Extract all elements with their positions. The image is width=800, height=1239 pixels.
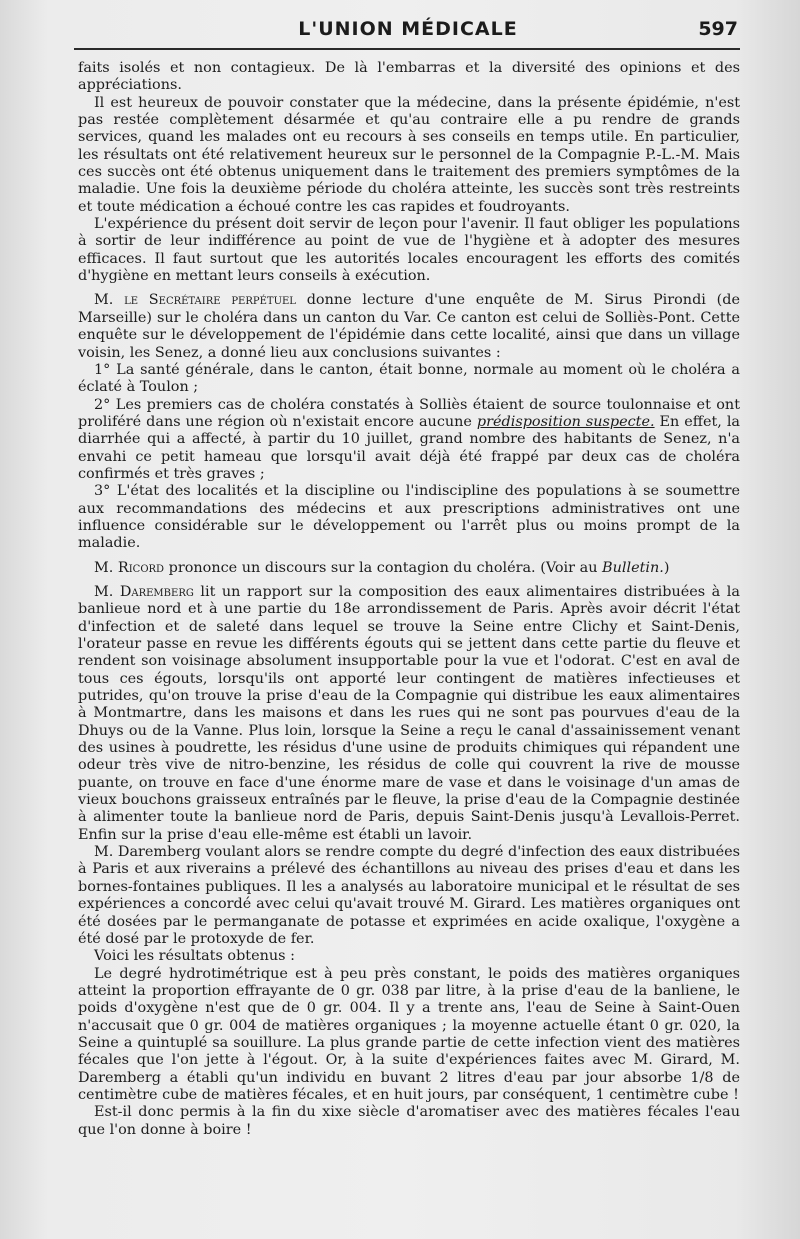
paragraph-resultats-intro: Voici les résultats obtenus : [94,948,295,965]
ricord-text-end: ) [663,559,670,576]
speaker-secretaire: M. le Secrétaire perpétuel [94,292,296,309]
conclusion-2-text-end: En effet, la diarrhée qui a affecté, à partir du 10 juillet, grand nombre des habitants de Senez, n'a envahi ce petit hameau que lorsqu'il avait déjà été frappé par deux cas de choléra confirmés et très graves ; [78,413,741,482]
page-header [78,16,738,44]
conclusion-1: 1° La santé générale, dans le canton, était bonne, normale au moment où le choléra a éclaté à Toulon ; [78,361,740,396]
paragraph-analyses: M. Daremberg voulant alors se rendre compte du degré d'infection des eaux distribuées à Paris et aux riverains a prélevé des échantillons au niveau des prises d'eau et dans les bornes-fontaines publiques. Il les a analysés au laboratoire municipal et le résultat de ses expériences a concordé avec celui qu'avait trouvé M. Girard. Les matières organiques ont été dosées par le permanganate de potasse et exprimées en acide oxalique, l'oxygène a été dosé par le protoxyde de fer. [78,844,740,947]
conclusion-3: 3° L'état des localités et la discipline ou l'indiscipline des populations à se soumettre aux recommandations des médecins et aux prescriptions administratives ont une influence considérable sur le développement ou l'arrêt plus ou moins prompt de la maladie. [78,483,740,552]
daremberg-text: lit un rapport sur la composition des eaux alimentaires distribuées à la banlieue nord et à une partie du 18e arrondissement de Paris. Après avoir décrit l'état d'infection et de saleté dans lequel se trouve la Seine entre Clichy et Saint-Denis, l'orateur passe en revue les différents égouts qui se jettent dans cette partie du fleuve et rendent son voisinage absolument insupportable pour la vue et l'odorat. C'est en aval de tous ces égouts, lorsqu'ils ont apporté leur contingent de matières infectieuses et putrides, qu'on trouve la prise d'eau de la Compagnie qui distribue les eaux alimentaires à Montmartre, dans les maisons et dans les rues qui ne sont pas pourvues d'eau de la Dhuys ou de la Vanne. Plus loin, lorsque la Seine a reçu le canal d'assainissement venant des usines à poudrette, les résidus d'une usine de produits chimiques qui répandent une odeur très vive de nitro-benzine, les résidus de colle qui couvrent la rive de mousse puante, on trouve en face d'une énorme mare de vase et dans le voisinage d'un amas de vieux bouchons graisseux entraînés par le fleuve, la prise d'eau de la Compagnie destinée à alimenter toute la banlieue nord de Paris, depuis Saint-Denis jusqu'à Levallois-Perret. Enfin sur la prise d'eau elle-même est établi un lavoir. [78,583,740,843]
running-title: L'UNION MÉDICALE [298,18,518,40]
page-number: 597 [698,18,738,40]
conclusion-2-text: 2° Les premiers cas de choléra constatés à Solliès étaient de source toulonnaise et ont proliféré dans une région où n'existait encore aucune [78,396,740,430]
ricord-text: prononce un discours sur la contagion du choléra. (Voir au [164,559,603,576]
speaker-ricord: M. Ricord [94,559,165,576]
paragraph-resultats: Le degré hydrotimétrique est à peu près constant, le poids des matières organiques atteint la proportion effrayante de 0 gr. 038 par litre, à la prise d'eau de la banliene, le poids d'oxygène n'est que de 0 gr. 004. Il y a trente ans, l'eau de Seine à Saint-Ouen n'accusait que 0 gr. 004 de matières organiques ; la moyenne actuelle étant 0 gr. 020, la Seine a quintuplé sa souillure. La plus grande partie de cette infection vient des matières fécales que l'on jette à l'égout. Or, à la suite d'expériences faites avec M. Girard, M. Daremberg a établi qu'un individu en buvant 2 litres d'eau par jour absorbe 1/8 de centimètre cube de matières fécales, et en huit jours, par conséquent, 1 centimètre cube ! [78,965,740,1103]
paragraph-3: L'expérience du présent doit servir de leçon pour l'avenir. Il faut obliger les populations à sortir de leur indifférence au point de vue de l'hygiène et à adopter des mesures efficaces. Il faut surtout que les autorités locales encouragent les efforts des comités d'hygiène en mettant leurs conseils à exécution. [78,216,740,285]
paragraph-4-text: donne lecture d'une enquête de M. Sirus Pirondi (de Marseille) sur le choléra dans un canton du Var. Ce canton est celui de Solliès-Pont. Cette enquête sur le développement de l'épidémie dans cette localité, ainsi que dans un village voisin, les Senez, a donné lieu aux conclusions suivantes : [78,292,740,361]
bulletin-reference: Bulletin. [602,559,664,576]
emphasis-predisposition: prédisposition suspecte. [476,413,655,430]
header-rule [74,48,740,50]
paragraph-ricord [78,560,740,577]
paragraph-conclusion: Est-il donc permis à la fin du xixe siècle d'aromatiser avec des matières fécales l'eau que l'on donne à boire ! [78,1104,740,1138]
body-text [78,60,740,1139]
paragraph-4 [78,292,740,361]
paragraph-2: Il est heureux de pouvoir constater que la médecine, dans la présente épidémie, n'est pas restée complètement désarmée et qu'au contraire elle a pu rendre de grands services, quand les malades ont eu recours à ses conseils en temps utile. En particulier, les résultats ont été relativement heureux sur le personnel de la Compagnie P.-L.-M. Mais ces succès ont été obtenus uniquement dans le traitement des premiers symptômes de la maladie. Une fois la deuxième période du choléra atteinte, les succès sont très restreints et toute médication a échoué contre les cas rapides et foudroyants. [78,94,740,215]
paragraph-1: faits isolés et non contagieux. De là l'embarras et la diversité des opinions et des appréciations. [78,60,740,94]
conclusion-2 [78,397,740,484]
paragraph-daremberg [78,584,740,844]
speaker-daremberg: M. Daremberg [94,583,194,600]
